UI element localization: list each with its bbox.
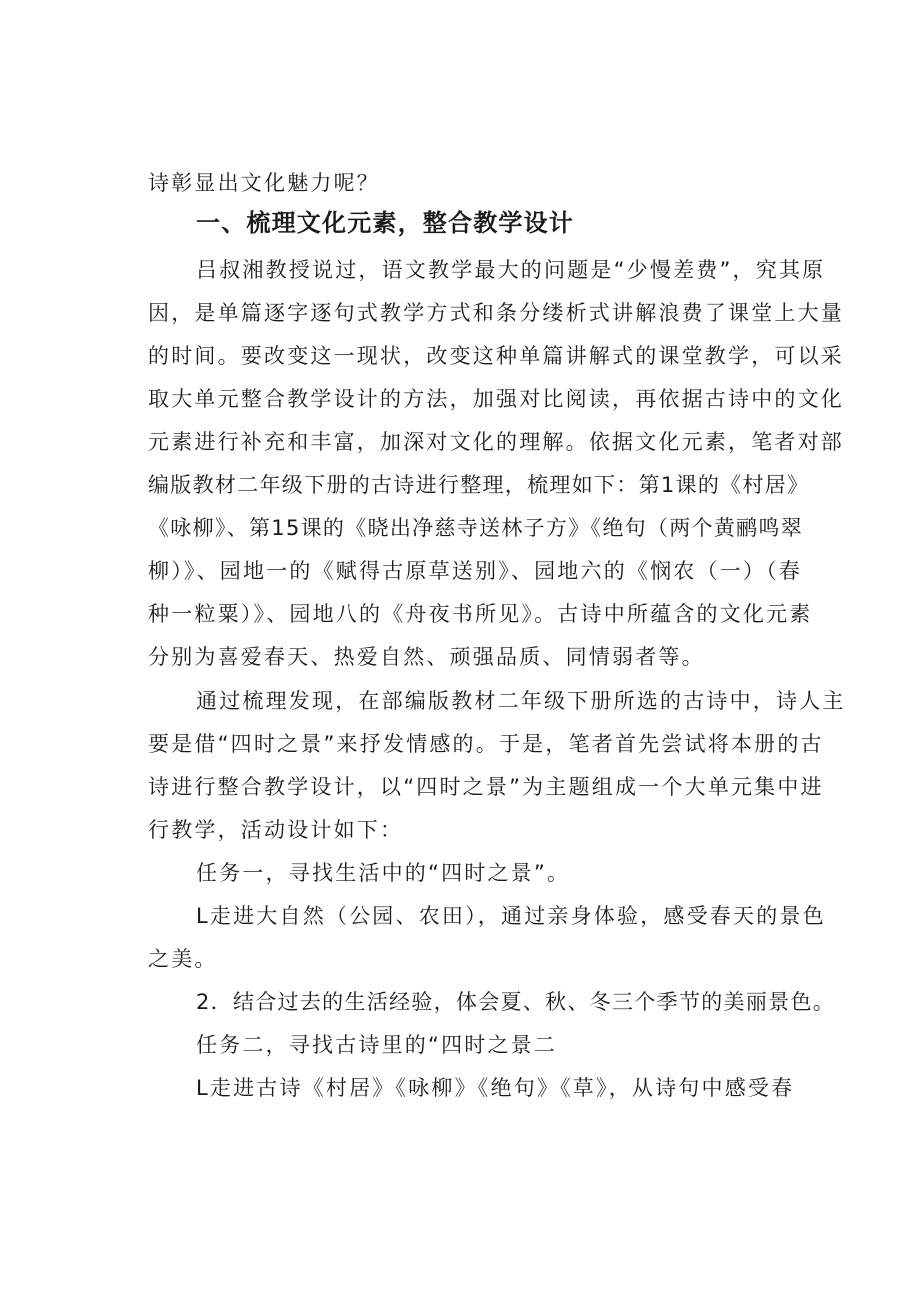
paragraph-line: 《咏柳》、第15课的《晓出净慈寺送林子方》《绝句（两个黄鹂鸣翠 <box>148 516 804 540</box>
task-title: 任务二，寻找古诗里的“四时之景二 <box>196 1033 558 1057</box>
paragraph-line: 编版教材二年级下册的古诗进行整理，梳理如下：第1课的《村居》 <box>148 473 810 497</box>
paragraph-line: 分别为喜爱春天、热爱自然、顽强品质、同情弱者等。 <box>148 645 705 669</box>
paragraph-line: 要是借“四时之景”来抒发情感的。于是，笔者首先尝试将本册的古 <box>148 732 824 756</box>
list-item: L走进古诗《村居》《咏柳》《绝句》《草》，从诗句中感受春 <box>196 1076 795 1100</box>
paragraph-line: 的时间。要改变这一现状，改变这种单篇讲解式的课堂教学，可以采 <box>148 344 844 368</box>
paragraph-line: 吕叔湘教授说过，语文教学最大的问题是“少慢差费”，究其原 <box>196 258 826 282</box>
paragraph-line: 因，是单篇逐字逐句式教学方式和条分缕析式讲解浪费了课堂上大量 <box>148 301 844 325</box>
list-item: L走进大自然（公园、农田），通过亲身体验，感受春天的景色 <box>196 904 826 928</box>
paragraph-line: 取大单元整合教学设计的方法，加强对比阅读，再依据古诗中的文化 <box>148 387 844 411</box>
paragraph-line: 通过梳理发现，在部编版教材二年级下册所选的古诗中，诗人主 <box>196 689 846 713</box>
text-line: 诗彰显出文化魅力呢？ <box>148 171 380 195</box>
list-item: 2．结合过去的生活经验，体会夏、秋、冬三个季节的美丽景色。 <box>196 990 836 1014</box>
paragraph-line: 诗进行整合教学设计，以“四时之景”为主题组成一个大单元集中进 <box>148 775 824 799</box>
section-heading: 一、梳理文化元素，整合教学设计 <box>196 209 574 237</box>
paragraph-line: 行教学，活动设计如下： <box>148 818 404 842</box>
paragraph-line: 柳）》、园地一的《赋得古原草送别》、园地六的《悯农（一）（春 <box>148 559 802 583</box>
list-item-continuation: 之美。 <box>148 947 218 971</box>
paragraph-line: 种一粒粟）》、园地八的《舟夜书所见》。古诗中所蕴含的文化元素 <box>148 602 813 626</box>
paragraph-line: 元素进行补充和丰富，加深对文化的理解。依据文化元素，笔者对部 <box>148 430 844 454</box>
task-title: 任务一，寻找生活中的“四时之景”。 <box>196 861 571 885</box>
